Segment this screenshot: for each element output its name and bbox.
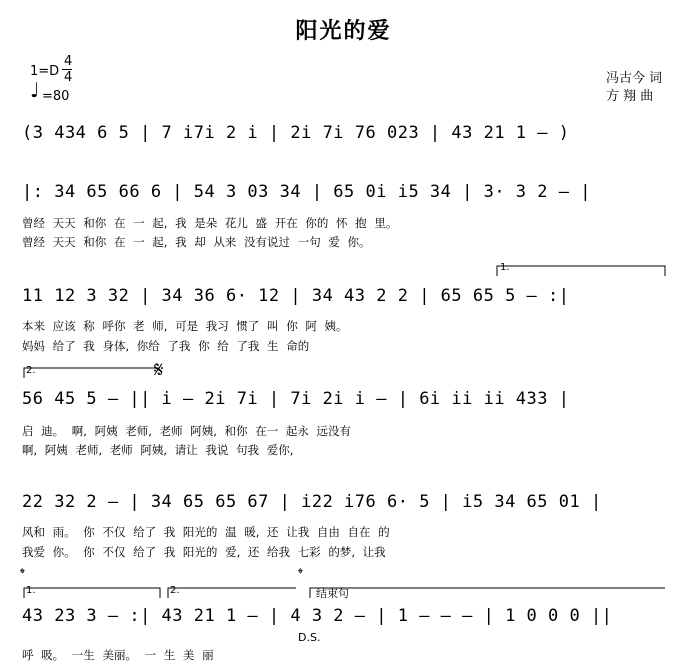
composer-credit: 方 翔 曲 [606, 89, 654, 104]
quarter-note-icon: ♩ [30, 78, 40, 102]
time-signature-denominator: 4 [64, 70, 73, 85]
lyric-line-2-verse-2: 曾经 天天 和你 在 一 起, 我 却 从来 没有说过 一句 爱 你。 [22, 235, 371, 249]
first-ending-label: 1. [500, 262, 510, 273]
time-signature-numerator: 4 [64, 54, 73, 69]
second-ending-label-2: 2. [170, 585, 180, 596]
lyric-line-3-verse-1: 本来 应该 称 呼你 老 师, 可是 我习 惯了 叫 你 阿 姨。 [22, 319, 348, 333]
lyric-line-4-verse-2: 啊, 阿姨 老师, 老师 阿姨, 请让 我说 句我 爱你, [22, 443, 294, 457]
second-ending-label: 2. [26, 365, 36, 376]
music-line-3: 11 12 3 32 | 34 36 6· 12 | 34 43 2 2 | 65 65 5 – :| [22, 286, 570, 306]
tempo-marking: =80 [42, 89, 70, 104]
music-line-1: (3 434 6 5 | 7 i7i 2 i | 2i 7i 76 023 | 43 21 1 – ) [22, 123, 570, 143]
first-ending-label-2: 1. [26, 585, 36, 596]
coda-icon-2: 𝄌 [298, 566, 303, 582]
lyric-line-5-verse-2: 我爱 你。 你 不仅 给了 我 阳光的 爱, 还 给我 七彩 的梦, 让我 [22, 545, 386, 559]
coda-icon: 𝄌 [20, 566, 25, 582]
lyric-line-3-verse-2: 妈妈 给了 我 身体, 你给 了我 你 给 了我 生 命的 [22, 339, 310, 353]
song-title: 阳光的爱 [295, 19, 392, 44]
dal-segno-marking: D.S. [298, 631, 321, 644]
music-line-2: |: 34 65 66 6 | 54 3 03 34 | 65 0i i5 34 | 3· 3 2 – | [22, 182, 591, 202]
lyric-line-5-verse-1: 风和 雨。 你 不仅 给了 我 阳光的 温 暖, 还 让我 自由 自在 的 [22, 525, 390, 539]
segno-icon: 𝄋 [154, 358, 164, 383]
music-line-6: 43 23 3 – :| 43 21 1 – | 4 3 2 – | 1 – – – | 1 0 0 0 || [22, 606, 613, 626]
lyric-line-6: 呼 吸。 一生 美丽。 一 生 美 丽 [22, 648, 214, 662]
coda-label: 结束句 [316, 587, 349, 600]
music-line-5: 22 32 2 – | 34 65 65 67 | i22 i76 6· 5 | i5 34 65 01 | [22, 492, 602, 512]
lyricist-credit: 冯古今 词 [606, 71, 663, 86]
lyric-line-2-verse-1: 曾经 天天 和你 在 一 起, 我 是朵 花儿 盛 开在 你的 怀 抱 里。 [22, 216, 398, 230]
key-signature: 1=D [30, 64, 60, 79]
music-line-4: 56 45 5 – || i – 2i 7i | 7i 2i i – | 6i ii ii 433 | [22, 389, 570, 409]
lyric-line-4-verse-1: 启 迪。 啊, 阿姨 老师, 老师 阿姨, 和你 在一 起永 远没有 [22, 424, 352, 438]
